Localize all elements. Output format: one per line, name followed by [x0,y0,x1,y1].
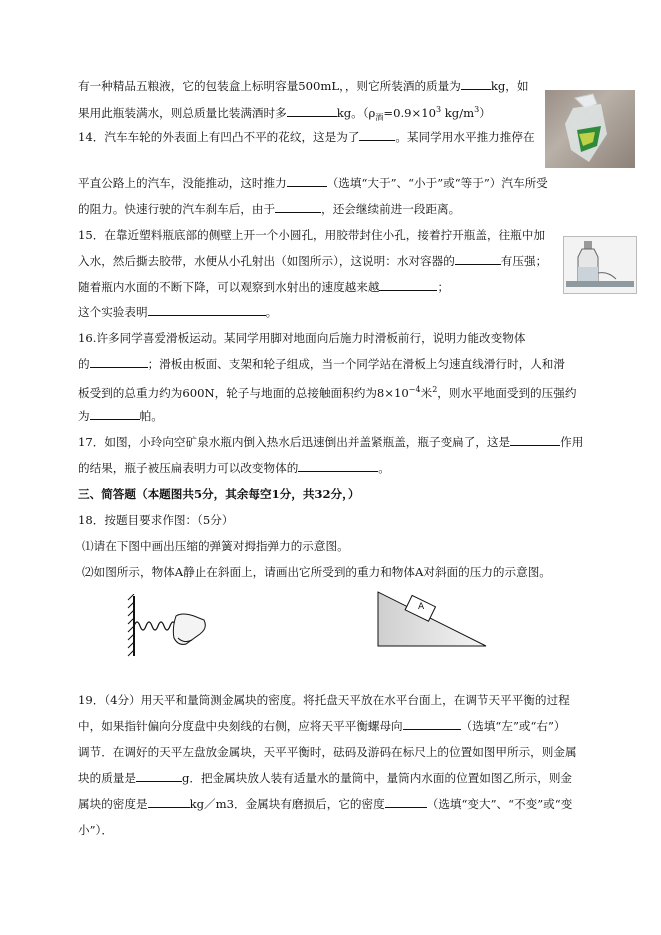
text-line: 的结果，瓶子被压扁表明力可以改变物体的 。 [78,461,390,475]
text-line: 随着瓶内水面的不断下降，可以观察到水射出的速度越来越 ； [78,280,450,294]
incline-icon [376,588,488,650]
incline-figure [376,588,488,650]
text-line: 属块的密度是 kg／m3．金属块有磨损后，它的密度 （选填“变大”、“不变”或“变 [78,797,573,811]
text-line: 的 ；滑板由板面、支架和轮子组成，当一个同学站在滑板上匀速直线滑行时，人和滑 [78,357,565,371]
liquor-bottle-photo [545,90,635,168]
text-line: 平直公路上的汽车，没能推动，这时推力 （选填“大于”、“小于”或“等于”）汽车所受 [78,176,548,190]
text-line: ⑴请在下图中画出压缩的弹簧对拇指弹力的示意图。 [82,539,349,553]
text-line: 这个实验表明 。 [78,305,278,319]
text-line: 入水，然后撕去胶带，水便从小孔射出（如图所示），这说明：水对容器的 有压强； [78,254,548,268]
text-line: 块的质量是 g．把金属块放人装有适量水的量筒中，量筒内水面的位置如图乙所示，则金 [78,771,573,785]
text-line: 有一种精品五粮液，它的包装盒上标明容量500mL，，则它所装酒的质量为 kg，如 [78,79,529,93]
question-19: 19．（4分）用天平和量筒测金属块的密度。将托盘天平放在水平台面上，在调节天平平衡的过程 [78,693,570,707]
block-a-label: A [418,602,425,612]
question-18: 18．按题目要求作图：（5分） [78,513,234,527]
spring-thumb-figure [124,594,210,658]
text-line: 中，如果指针偏向分度盘中央刻线的右侧，应将天平平衡螺母向 （选填“左”或“右”） [78,719,566,733]
bottle-icon [545,90,635,168]
spring-icon [124,594,210,658]
text-line: 板受到的总重力约为600N，轮子与地面的总接触面积约为$8\times 10^{-4}$米$^2$，则水平地面受到的压强约 [78,385,577,400]
question-15: 15．在靠近塑料瓶底部的侧壁上开一个小圆孔，用胶带封住小孔，接着拧开瓶盖，往瓶中加 [78,228,545,242]
water-bottle-figure [563,236,637,294]
section-heading: 三、简答题（本题图共5分，其余每空1分，共32分，） [78,487,360,501]
text-line: 调节．在调好的天平左盘放金属块，天平平衡时，砝码及游码在标尺上的位置如图甲所示，则金属 [78,745,577,759]
text-line: 小”）． [78,823,113,837]
question-16: 16.许多同学喜爱滑板运动。某同学用脚对地面向后施力时滑板前行，说明力能改变物体 [78,331,526,345]
text-line: ⑵如图所示，物体A静止在斜面上，请画出它所受到的重力和物体A对斜面的压力的示意图。 [82,565,551,579]
text-line: 的阻力。快速行驶的汽车刹车后，由于 ，还会继续前进一段距离。 [78,202,461,216]
text-line: 果用此瓶装满水，则总质量比装满酒时多 kg。（$\rho_酒=0.9\times 10^3$ $kg/m^3$） [78,105,491,123]
text-line: 为 帕。 [78,409,163,423]
question-17: 17．如图，小玲向空矿泉水瓶内倒入热水后迅速倒出并盖紧瓶盖，瓶子变扁了，这是 作用 [78,435,584,449]
question-14: 14．汽车车轮的外表面上有凹凸不平的花纹，这是为了 。某同学用水平推力推停在 [78,130,535,144]
bottle-jet-icon [564,237,636,293]
